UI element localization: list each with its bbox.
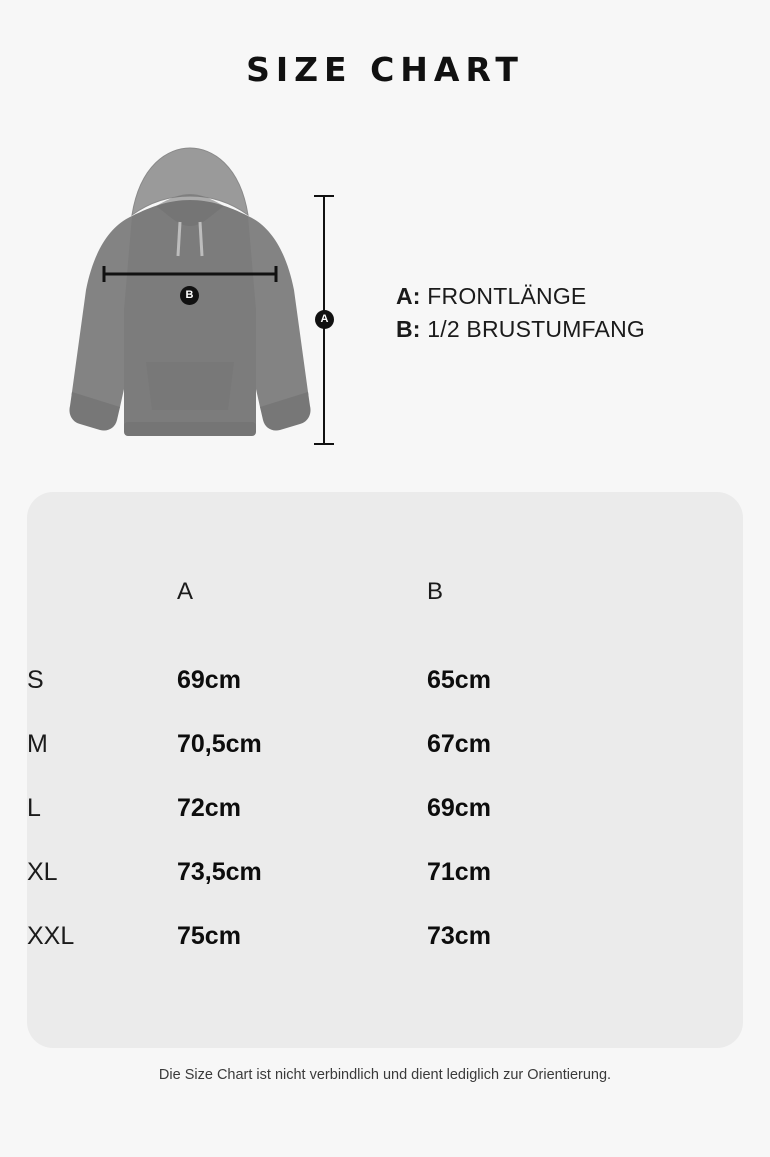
table-row: [27, 712, 743, 776]
cell-b: 67cm: [427, 729, 491, 758]
header-b: B: [427, 578, 444, 605]
garment-illustration: [0, 120, 770, 470]
legend-key-b: B:: [396, 316, 421, 342]
cell-b: 73cm: [427, 921, 491, 950]
cell-b: 69cm: [427, 793, 491, 822]
table-row: [27, 904, 743, 968]
table-row: [27, 648, 743, 712]
measurement-a-cap-top: [314, 195, 334, 197]
cell-size: M: [27, 729, 48, 758]
footnote: Die Size Chart ist nicht verbindlich und dient lediglich zur Orientierung.: [158, 1067, 612, 1083]
size-table: [27, 538, 743, 968]
page-title: SIZE CHART: [246, 50, 524, 89]
cell-a: 73,5cm: [177, 857, 262, 886]
measurement-a-bar: [318, 195, 358, 445]
cell-b: 65cm: [427, 665, 491, 694]
badge-a: A: [315, 310, 334, 329]
header-a: A: [177, 578, 194, 605]
cell-a: 69cm: [177, 665, 241, 694]
hoodie-graphic: [60, 130, 320, 450]
cell-a: 72cm: [177, 793, 241, 822]
cell-size: XXL: [27, 921, 75, 950]
cell-a: 70,5cm: [177, 729, 262, 758]
cell-size: L: [27, 793, 41, 822]
cell-size: S: [27, 665, 44, 694]
cell-b: 71cm: [427, 857, 491, 886]
header-size: [27, 538, 177, 648]
legend-label-b: 1/2 BRUSTUMFANG: [427, 316, 645, 342]
legend: [396, 280, 645, 346]
table-row: [27, 840, 743, 904]
measurement-a-cap-bottom: [314, 443, 334, 445]
cell-size: XL: [27, 857, 58, 886]
table-header-row: [27, 538, 743, 648]
legend-label-a: FRONTLÄNGE: [427, 283, 587, 309]
legend-row-a: [396, 280, 645, 313]
badge-b: B: [180, 286, 199, 305]
legend-key-a: A:: [396, 283, 421, 309]
table-row: [27, 776, 743, 840]
legend-row-b: [396, 313, 645, 346]
cell-a: 75cm: [177, 921, 241, 950]
size-table-card: [27, 492, 743, 1048]
